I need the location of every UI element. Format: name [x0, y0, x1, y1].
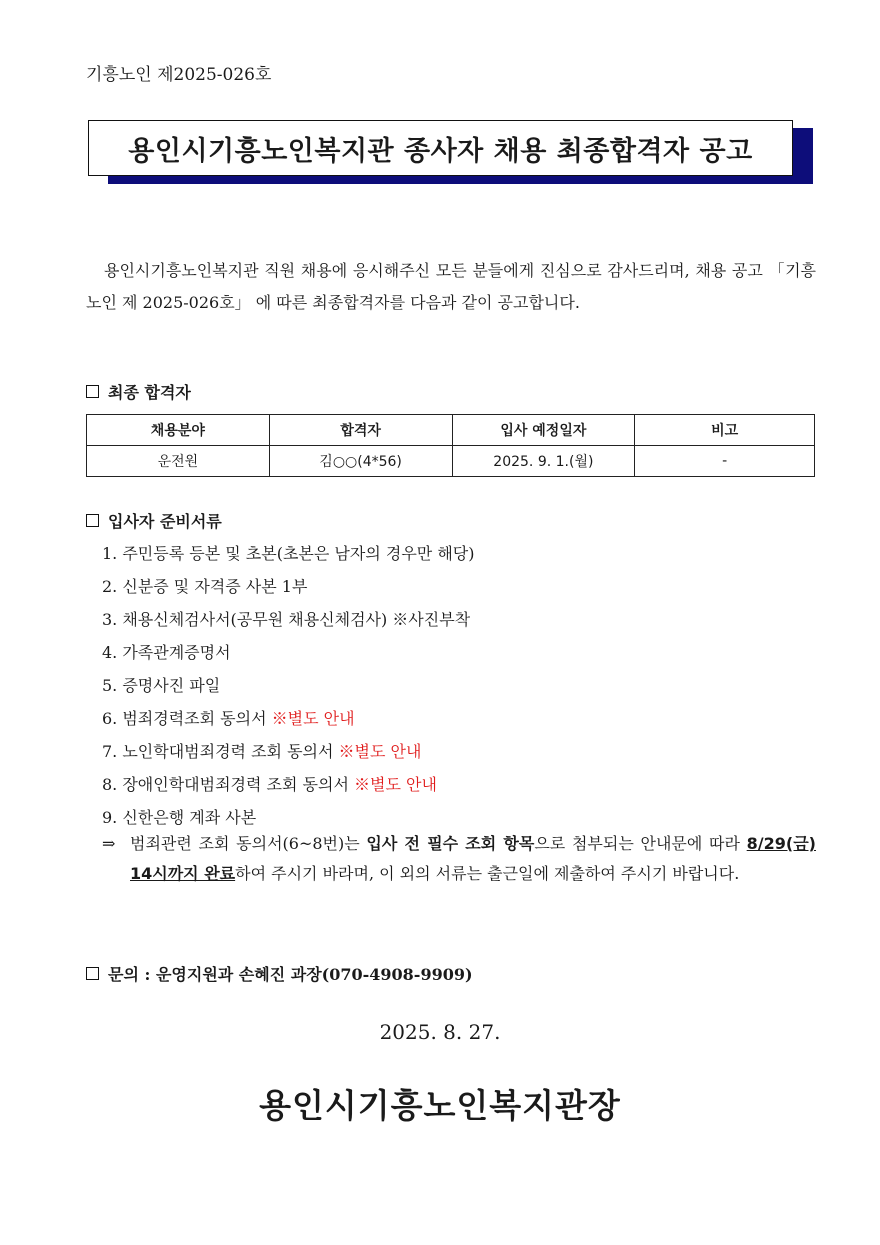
table-header-row: [87, 415, 815, 446]
table-cell: 김○○(4*56): [269, 446, 452, 477]
list-item: 1. 주민등록 등본 및 초본(초본은 남자의 경우만 해당): [102, 544, 475, 563]
section-final-heading: 최종 합격자: [86, 380, 191, 403]
document-number: 기흥노인 제2025-026호: [86, 65, 272, 85]
list-item: 5. 증명사진 파일: [102, 676, 221, 695]
arrow-icon: ⇒: [102, 834, 116, 853]
section-docs-heading: 입사자 준비서류: [86, 509, 222, 532]
table-header: 채용분야: [87, 415, 270, 446]
checkbox-icon: [86, 967, 99, 980]
contact-info: 문의 : 운영지원과 손혜진 과장(070-4908-9909): [86, 962, 473, 985]
intro-paragraph: [86, 255, 816, 319]
announcement-date: 2025. 8. 27.: [379, 1020, 501, 1044]
page-title: 용인시기흥노인복지관 종사자 채용 최종합격자 공고: [88, 120, 793, 176]
table-header: 입사 예정일자: [452, 415, 635, 446]
final-results-table: [86, 414, 815, 477]
checkbox-icon: [86, 385, 99, 398]
table-cell: -: [635, 446, 815, 477]
separate-notice-note: ※별도 안내: [354, 775, 437, 794]
required-check-emphasis: 입사 전 필수 조회 항목: [366, 834, 535, 853]
list-item: 2. 신분증 및 자격증 사본 1부: [102, 577, 308, 596]
list-item: 3. 채용신체검사서(공무원 채용신체검사) ※사진부착: [102, 610, 471, 629]
table-header: 합격자: [269, 415, 452, 446]
table-row: [87, 446, 815, 477]
separate-notice-note: ※별도 안내: [338, 742, 422, 761]
list-item: 8. 장애인학대범죄경력 조회 동의서 ※별도 안내: [102, 775, 437, 794]
table-cell: 2025. 9. 1.(월): [452, 446, 635, 477]
deadline-emphasis: 8/29(금) 14시까지 완료: [130, 834, 816, 883]
checkbox-icon: [86, 514, 99, 527]
documents-notice: ⇒ 범죄관련 조회 동의서(6~8번)는 입사 전 필수 조회 항목으로 첨부되는 안내문에 따라 8/29(금) 14시까지 완료하여 주시기 바라며, 이 외의 서류는 출근일에 제출하여 주시기 바랍니다.: [102, 829, 816, 889]
list-item: 6. 범죄경력조회 동의서 ※별도 안내: [102, 709, 355, 728]
list-item: 7. 노인학대범죄경력 조회 동의서 ※별도 안내: [102, 742, 422, 761]
list-item: 9. 신한은행 계좌 사본: [102, 808, 257, 827]
signer-title: 용인시기흥노인복지관장: [259, 1086, 621, 1125]
list-item: 4. 가족관계증명서: [102, 643, 231, 662]
intro-line-2: 공고 「기흥노인 제 2025-026호」 에 따른 최종합격자를 다음과 같이 공고합니다.: [86, 261, 816, 312]
table-header: 비고: [635, 415, 815, 446]
required-documents-list: [102, 537, 474, 834]
table-cell: 운전원: [87, 446, 270, 477]
intro-line-1: 용인시기흥노인복지관 직원 채용에 응시해주신 모든 분들에게 진심으로 감사드리며, 채용: [104, 261, 727, 280]
separate-notice-note: ※별도 안내: [271, 709, 355, 728]
